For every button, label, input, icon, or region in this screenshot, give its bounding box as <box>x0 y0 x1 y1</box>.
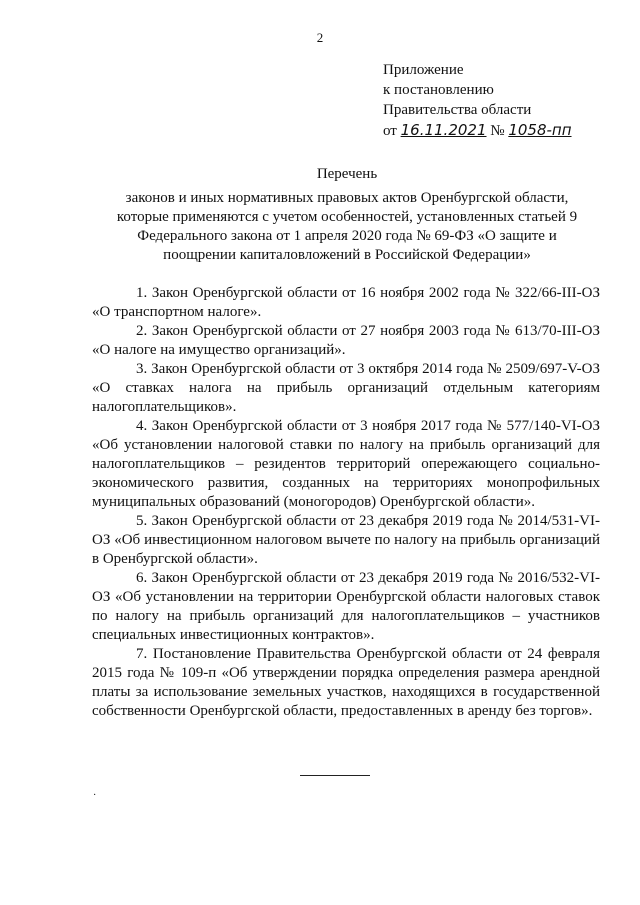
appendix-line-2: к постановлению <box>383 82 494 98</box>
from-label: от <box>383 123 397 139</box>
list-item: 5. Закон Оренбургской области от 23 декабря 2019 года № 2014/531-VI-ОЗ «Об инвестиционном налоговом вычете по налогу на прибыль организаций в Оренбургской области». <box>92 513 600 567</box>
appendix-line-1: Приложение <box>383 62 464 78</box>
title-line-1: законов и иных нормативных правовых актов Оренбургской области, <box>125 190 569 206</box>
document-title <box>92 165 602 265</box>
list-item: 7. Постановление Правительства Оренбургской области от 24 февраля 2015 года № 109-п «Об утверждении порядка определения размера арендной платы за использование земельных участков, находящихся в государственной собственности Оренбургской области, предоставленных в аренду без торгов». <box>92 646 600 719</box>
appendix-date-line <box>383 120 572 141</box>
number-label: № <box>490 123 505 139</box>
title-subtitle <box>92 189 602 265</box>
scan-mark: · <box>93 790 97 801</box>
end-divider <box>300 775 370 776</box>
title-heading: Перечень <box>316 166 378 182</box>
handwritten-number: 1058-пп <box>508 121 572 139</box>
page-number: 2 <box>316 30 324 45</box>
list-item: 4. Закон Оренбургской области от 3 ноября 2017 года № 577/140-VI-ОЗ «Об установлении налоговой ставки по налогу на прибыль организаций для налогоплательщиков – резидентов территорий опережающего социально-экономического развития, созданных на территориях монопрофильных муниципальных образований (моногородов) Оренбургской области». <box>92 418 600 510</box>
title-line-3: Федерального закона от 1 апреля 2020 года № 69-ФЗ «О защите и <box>137 228 557 244</box>
handwritten-date: 16.11.2021 <box>400 121 487 139</box>
title-line-2: которые применяются с учетом особенностей, установленных статьей 9 <box>116 209 578 225</box>
list-item: 2. Закон Оренбургской области от 27 ноября 2003 года № 613/70-III-ОЗ «О налоге на имущество организаций». <box>92 323 600 358</box>
appendix-line-3: Правительства области <box>383 102 532 118</box>
list-item: 6. Закон Оренбургской области от 23 декабря 2019 года № 2016/532-VI-ОЗ «Об установлении на территории Оренбургской области налоговых ставок по налогу на прибыль организаций для налогоплательщиков – участников специальных инвестиционных контрактов». <box>92 570 600 643</box>
list-item: 3. Закон Оренбургской области от 3 октября 2014 года № 2509/697-V-ОЗ «О ставках налога на прибыль организаций отдельным категориям налогоплательщиков». <box>92 361 600 415</box>
appendix-block <box>383 60 572 141</box>
title-line-4: поощрении капиталовложений в Российской Федерации» <box>163 247 531 263</box>
acts-list <box>92 284 600 721</box>
list-item: 1. Закон Оренбургской области от 16 ноября 2002 года № 322/66-III-ОЗ «О транспортном налоге». <box>92 285 600 320</box>
